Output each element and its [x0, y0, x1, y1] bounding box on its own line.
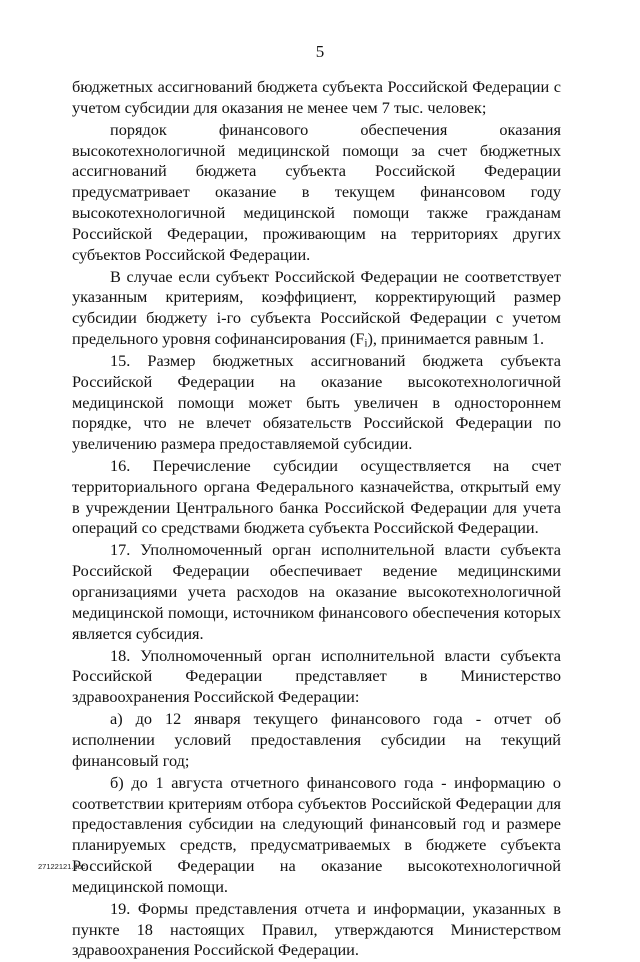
coefficient-subscript: i: [364, 337, 368, 350]
paragraph-item-19: 19. Формы представления отчета и информации, указанных в пункте 18 настоящих Правил, утверждаются Министерством здравоохранения Российской Федерации.: [72, 898, 561, 960]
document-filename-footer: 27122121.doc: [38, 862, 86, 871]
page-number: 5: [315, 42, 325, 61]
paragraph-item-18a: а) до 12 января текущего финансового года - отчет об исполнении условий предоставления субсидии на текущий финансовый год;: [72, 709, 561, 770]
paragraph-financing-order: порядок финансового обеспечения оказания высокотехнологичной медицинской помощи за счет бюджетных ассигнований бюджета субъекта Российской Федерации предусматривает оказание в текущем финансовом году высокотехнологичной медицинской помощи также гражданам Российской Федерации, проживающим на территориях других субъектов Российской Федерации.: [72, 119, 561, 264]
paragraph-coefficient: [72, 267, 561, 350]
paragraph-coefficient-tail: ), принимается равным 1.: [367, 328, 545, 348]
paragraph-item-15: 15. Размер бюджетных ассигнований бюджета субъекта Российской Федерации на оказание высокотехнологичной медицинской помощи может быть увеличен в одностороннем порядке, что не влечет обязательств Российской Федерации по увеличению размера предоставляемой субсидии.: [72, 350, 561, 454]
paragraph-continuation: бюджетных ассигнований бюджета субъекта Российской Федерации с учетом субсидии для оказания не менее чем 7 тыс. человек;: [72, 77, 561, 117]
paragraph-coefficient-text: В случае если субъект Российской Федерации не соответствует указанным критериям, коэффициент, корректирующий размер субсидии бюджету i-го субъекта Российской Федерации с учетом предельного уровня софинансирования (F: [72, 266, 561, 348]
paragraph-item-16: 16. Перечисление субсидии осуществляется на счет территориального органа Федерального казначейства, открытый ему в учреждении Центрального банка Российской Федерации для учета операций со средствами бюджета субъекта Российской Федерации.: [72, 456, 561, 538]
document-body: [72, 77, 561, 962]
paragraph-item-18b: б) до 1 августа отчетного финансового года - информацию о соответствии критериям отбора субъектов Российской Федерации для предоставления субсидии на следующий финансовый год и размере планируемых средств, предусматриваемых в бюджете субъекта Российской Федерации на оказание высокотехнологичной медицинской помощи.: [72, 772, 561, 896]
paragraph-item-18: 18. Уполномоченный орган исполнительной власти субъекта Российской Федерации представляет в Министерство здравоохранения Российской Федерации:: [72, 645, 561, 707]
paragraph-item-17: 17. Уполномоченный орган исполнительной власти субъекта Российской Федерации обеспечивает ведение медицинскими организациями учета расходов на оказание высокотехнологичной медицинской помощи, источником финансового обеспечения которых является субсидия.: [72, 540, 561, 643]
